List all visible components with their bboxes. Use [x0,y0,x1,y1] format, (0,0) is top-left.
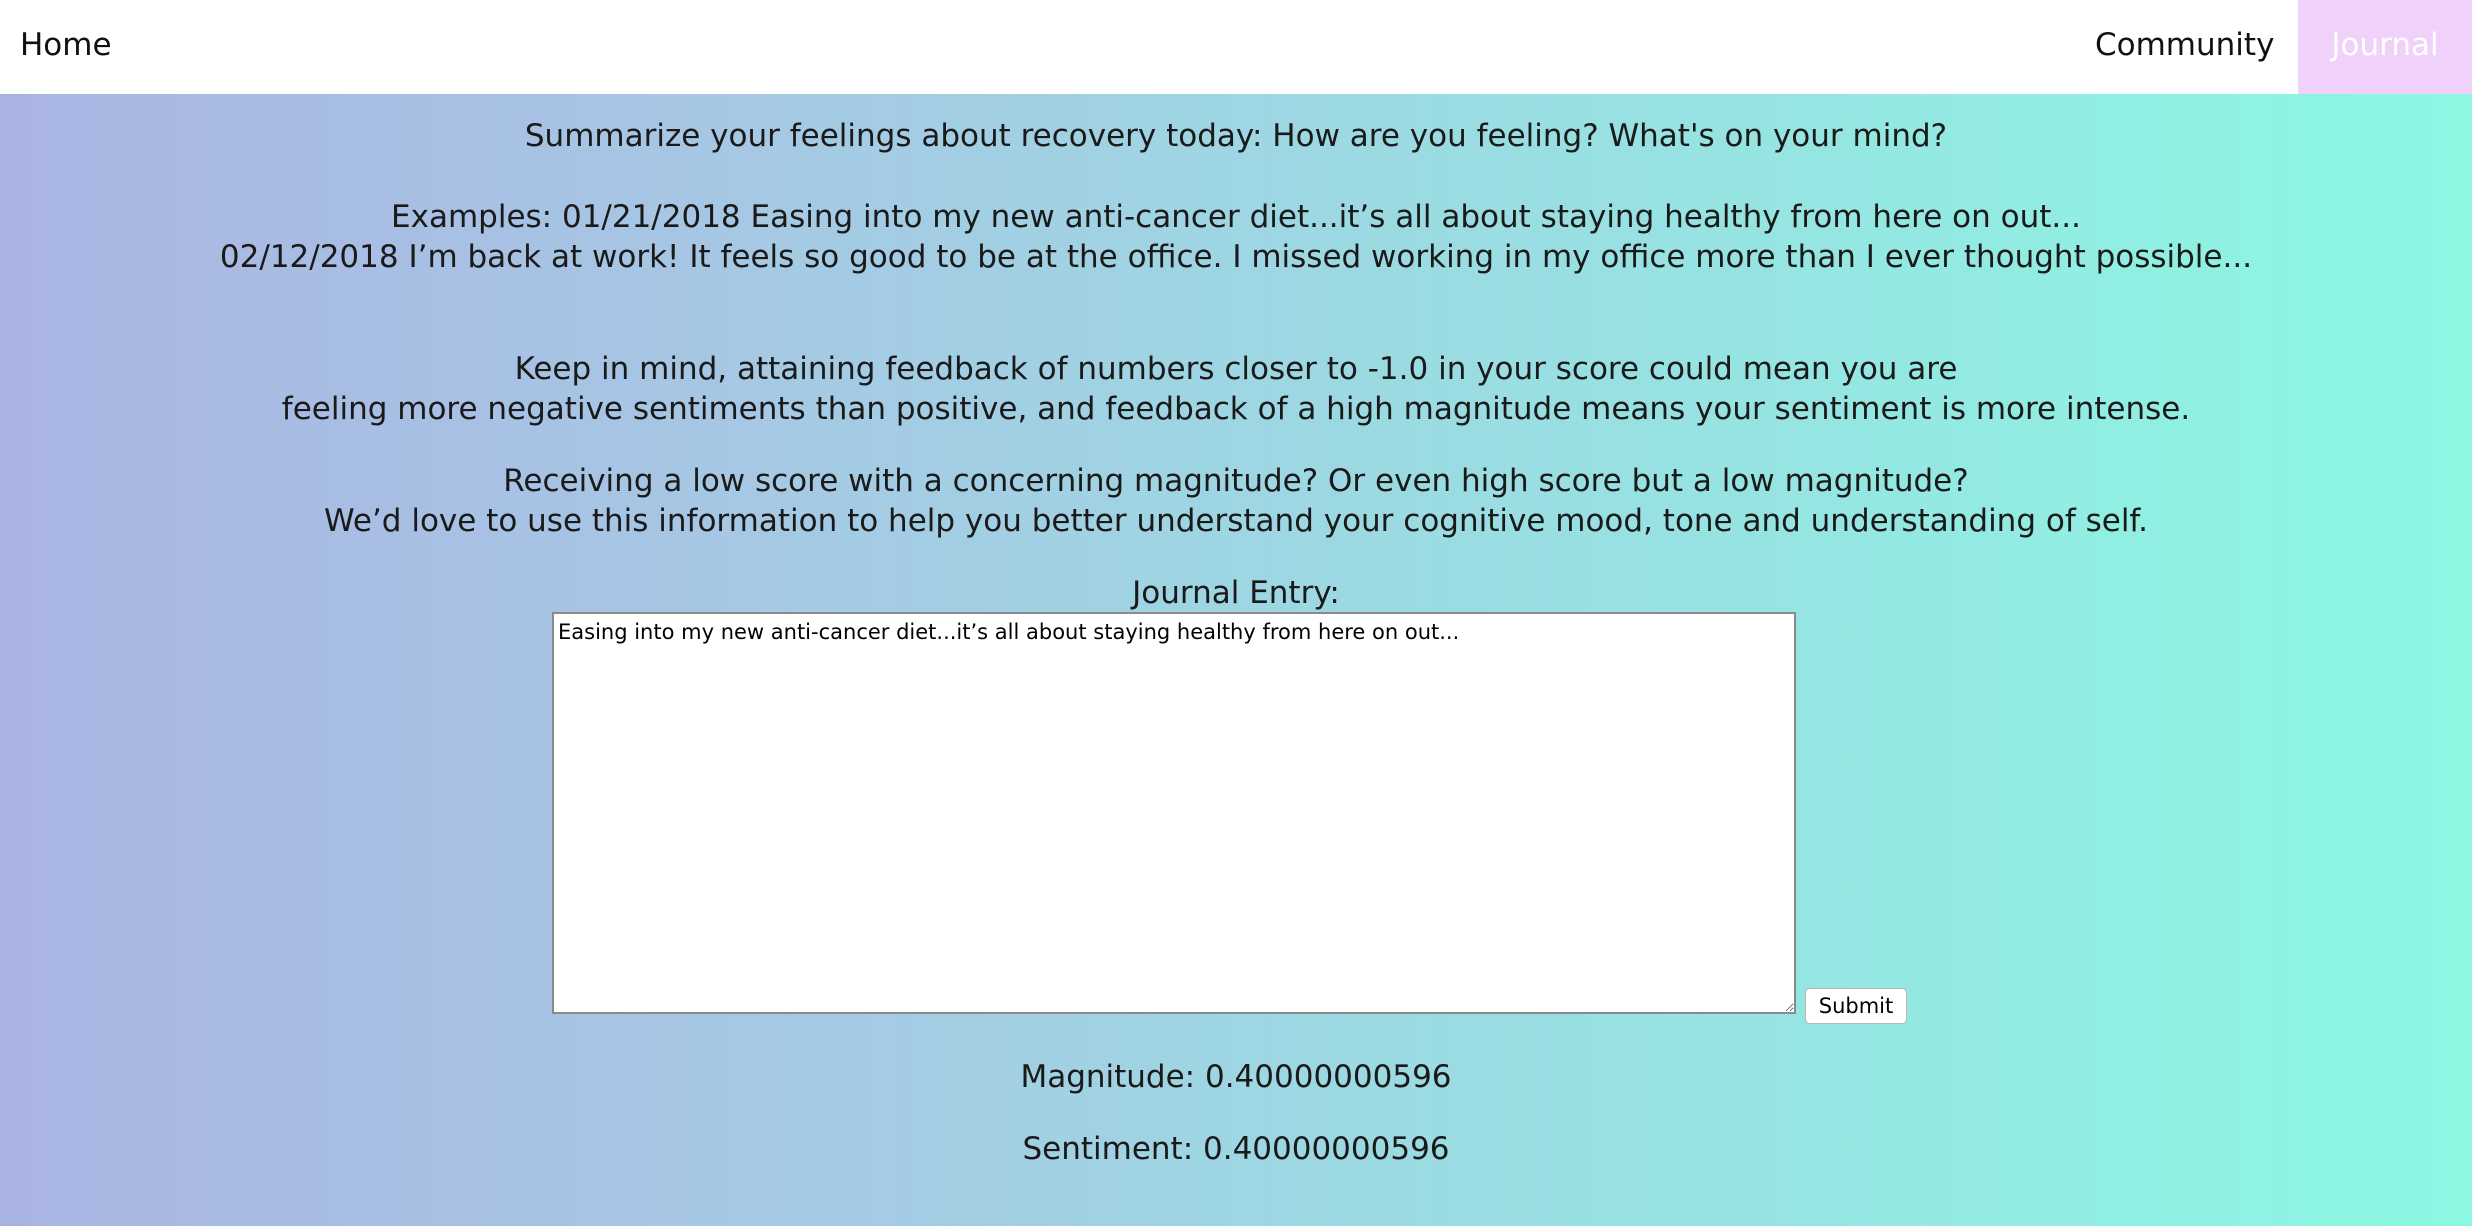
example-entry-2: 02/12/2018 I’m back at work! It feels so good to be at the office. I missed working in my office more than I ever thought possible... [219,239,2253,275]
journal-prompt: Summarize your feelings about recovery today: How are you feeling? What's on your mind? [524,118,1948,154]
top-navbar [0,0,2472,94]
journal-entry-label: Journal Entry: [1132,575,1340,611]
magnitude-note-line-2: We’d love to use this information to help you better understand your cognitive mood, tone and understanding of self. [324,503,2148,539]
example-entry-1: Examples: 01/21/2018 Easing into my new anti-cancer diet...it’s all about staying healthy from here on out... [391,199,2081,235]
nav-community-link[interactable]: Community [2095,27,2275,63]
nav-journal-link[interactable]: Journal [2298,0,2472,94]
score-note-line-1: Keep in mind, attaining feedback of numbers closer to -1.0 in your score could mean you are [514,351,1958,387]
magnitude-result: Magnitude: 0.40000000596 [1020,1059,1452,1095]
nav-home-link[interactable]: Home [20,27,112,63]
sentiment-result: Sentiment: 0.40000000596 [1022,1131,1450,1167]
submit-button[interactable]: Submit [1805,988,1907,1024]
journal-entry-textarea[interactable] [552,612,1796,1014]
magnitude-note-line-1: Receiving a low score with a concerning magnitude? Or even high score but a low magnitude? [503,463,1969,499]
score-note-line-2: feeling more negative sentiments than positive, and feedback of a high magnitude means your sentiment is more intense. [281,391,2191,427]
